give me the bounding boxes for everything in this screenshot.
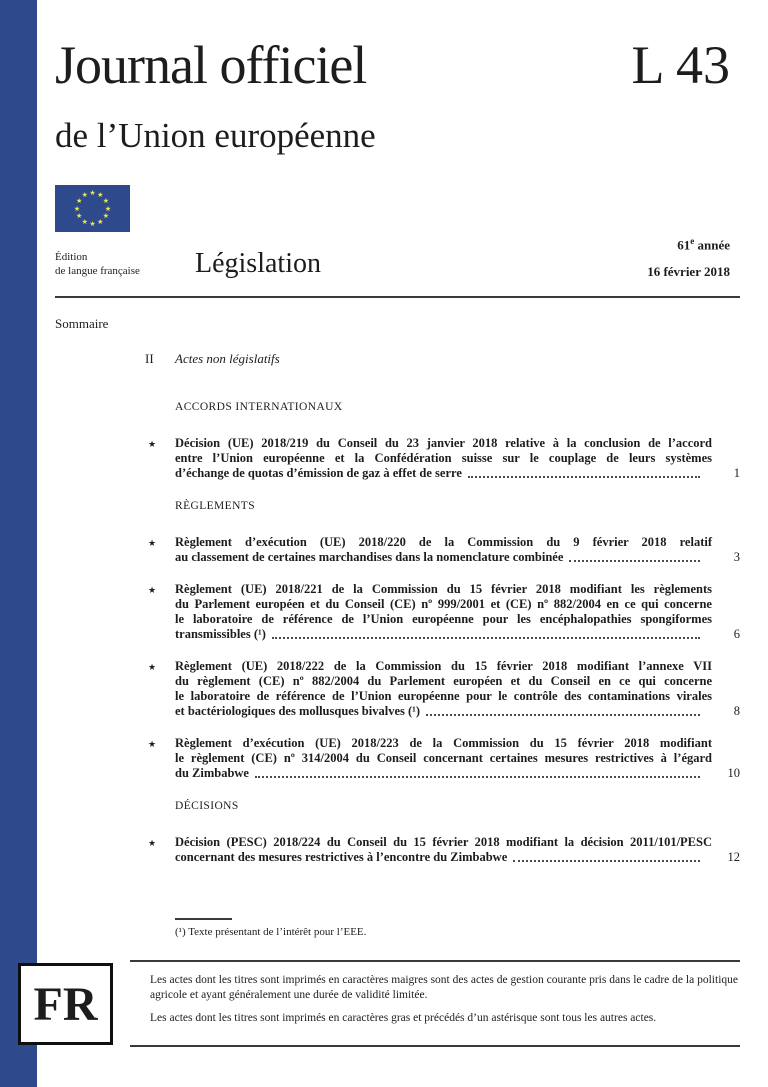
- flag-star-icon: ★: [73, 204, 81, 213]
- footer-rule-top: [130, 960, 740, 962]
- dotted-leader: [468, 476, 700, 478]
- entry-last-text: et bactériologiques des mollusques bivalves (¹): [175, 704, 421, 718]
- entry-line: Règlement (UE) 2018/221 de la Commission du 15 février 2018 modifiant les règlements: [175, 582, 712, 596]
- journal-subtitle: de l’Union européenne: [55, 116, 376, 155]
- toc-section-heading: RÈGLEMENTS: [175, 500, 256, 512]
- edition-label: [55, 250, 140, 278]
- entry-last-line: [175, 466, 740, 481]
- part-numeral: II: [145, 351, 154, 366]
- part-line: [145, 351, 280, 367]
- part-title: Actes non législatifs: [175, 351, 280, 366]
- toc-section: [148, 798, 740, 865]
- toc-section: [148, 399, 740, 481]
- footnote-text: Texte présentant de l’intérêt pour l’EEE.: [188, 926, 367, 938]
- edition-line2: de langue française: [55, 265, 140, 277]
- flag-star-icon: ★: [102, 196, 110, 205]
- entry-line: entre l’Union européenne et la Confédération suisse sur le couplage de leurs systèmes: [175, 451, 712, 465]
- entry-last-text: d’échange de quotas d’émission de gaz à effet de serre: [175, 466, 462, 480]
- flag-star-icon: ★: [75, 212, 83, 221]
- footer-rule-bottom: [130, 1045, 740, 1047]
- footer-note: Les actes dont les titres sont imprimés en caractères maigres sont des actes de gestion courante pris dans le cadre de la politique agricole et ayant généralement une durée de validité limitée.: [150, 974, 738, 1001]
- issue-number: L 43: [631, 35, 730, 95]
- toc-entry: [148, 736, 740, 781]
- entry-page-number: 1: [733, 466, 740, 480]
- toc-entry-list: [148, 535, 740, 781]
- entry-last-text: du Zimbabwe: [175, 766, 249, 780]
- flag-star-icon: ★: [89, 220, 96, 228]
- flag-star-icon: ★: [97, 217, 104, 226]
- entry-line: le laboratoire de référence de l’Union européenne pour les encéphalopathies spongiformes: [175, 612, 712, 626]
- entry-star-icon: ★: [148, 838, 157, 848]
- entry-line: du règlement (CE) nº 882/2004 du Parlement européen et du Conseil en ce qui concerne: [175, 674, 712, 688]
- entry-page-number: 6: [733, 627, 740, 641]
- dotted-leader: [272, 637, 700, 639]
- issue-date: 16 février 2018: [647, 264, 730, 279]
- footer-notes: [150, 973, 738, 1026]
- edition-line1: Édition: [55, 251, 88, 263]
- eu-flag-icon: [55, 185, 130, 232]
- entry-body: [175, 659, 740, 719]
- entry-body: [175, 736, 740, 781]
- flag-star-icon: ★: [75, 196, 83, 205]
- entry-page-number: 10: [727, 766, 740, 780]
- year-number: 61: [677, 237, 691, 253]
- sommaire-label: Sommaire: [55, 316, 109, 331]
- toc-entry-list: [148, 436, 740, 481]
- year-word: année: [694, 237, 730, 253]
- entry-star-icon: ★: [148, 585, 157, 595]
- entry-last-text: au classement de certaines marchandises dans la nomenclature combinée: [175, 550, 564, 564]
- language-code-box: FR: [18, 963, 113, 1045]
- entry-line: Décision (UE) 2018/219 du Conseil du 23 janvier 2018 relative à la conclusion de l’accord: [175, 436, 712, 450]
- footnote-text-line: [175, 925, 366, 939]
- entry-body: [175, 436, 740, 481]
- entry-line: Règlement d’exécution (UE) 2018/223 de la Commission du 15 février 2018 modifiant: [175, 736, 712, 750]
- entry-body: [175, 582, 740, 642]
- footer-note: Les actes dont les titres sont imprimés en caractères gras et précédés d’un astérisque sont tous les autres actes.: [150, 1012, 657, 1024]
- flag-star-icon: ★: [97, 191, 104, 200]
- year-superscript: e: [690, 236, 695, 246]
- header-rule: [55, 296, 740, 298]
- dotted-leader: [513, 860, 700, 862]
- toc-section-heading: DÉCISIONS: [175, 800, 239, 812]
- footnote-rule: [175, 918, 232, 920]
- dotted-leader: [255, 776, 700, 778]
- entry-star-icon: ★: [148, 538, 157, 548]
- entry-line: le règlement (CE) nº 314/2004 du Conseil concernant certaines mesures restrictives à l’égard: [175, 751, 712, 765]
- entry-last-line: [175, 550, 740, 565]
- entry-line: le laboratoire de référence de l’Union européenne pour le contrôle des contaminations virales: [175, 689, 712, 703]
- flag-star-icon: ★: [81, 191, 88, 200]
- page-footer: [0, 960, 768, 1060]
- entry-last-line: [175, 704, 740, 719]
- toc-section: [148, 498, 740, 781]
- entry-last-line: [175, 850, 740, 865]
- entry-line: Décision (PESC) 2018/224 du Conseil du 15 février 2018 modifiant la décision 2011/101/PESC: [175, 835, 712, 849]
- footnote-marker: (¹): [175, 926, 186, 938]
- entry-page-number: 12: [727, 850, 740, 864]
- toc-entry: [148, 835, 740, 865]
- dotted-leader: [569, 560, 700, 562]
- flag-star-icon: ★: [104, 204, 112, 213]
- entry-page-number: 8: [733, 704, 740, 718]
- toc-entry-list: [148, 835, 740, 865]
- entry-line: Règlement (UE) 2018/222 de la Commission du 15 février 2018 modifiant l’annexe VII: [175, 659, 712, 673]
- entry-last-text: concernant des mesures restrictives à l’encontre du Zimbabwe: [175, 850, 508, 864]
- toc-entry: [148, 535, 740, 565]
- flag-star-icon: ★: [81, 217, 88, 226]
- entry-page-number: 3: [733, 550, 740, 564]
- year-label: [677, 236, 730, 253]
- toc-section-heading: ACCORDS INTERNATIONAUX: [175, 401, 343, 413]
- entry-star-icon: ★: [148, 439, 157, 449]
- entry-last-text: transmissibles (¹): [175, 627, 266, 641]
- entry-line: Règlement d’exécution (UE) 2018/220 de la Commission du 9 février 2018 relatif: [175, 535, 712, 549]
- entry-last-line: [175, 627, 740, 642]
- entry-body: [175, 535, 740, 565]
- toc-entry: [148, 436, 740, 481]
- entry-line: du Parlement européen et du Conseil (CE) nº 999/2001 et (CE) nº 882/2004 en ce qui concerne: [175, 597, 712, 611]
- dotted-leader: [426, 714, 700, 716]
- entry-last-line: [175, 766, 740, 781]
- flag-star-icon: ★: [89, 189, 96, 197]
- left-blue-band: [0, 0, 37, 1087]
- toc-entry: [148, 582, 740, 642]
- toc-entry: [148, 659, 740, 719]
- flag-star-icon: ★: [102, 212, 110, 221]
- entry-star-icon: ★: [148, 662, 157, 672]
- entry-body: [175, 835, 740, 865]
- entry-star-icon: ★: [148, 739, 157, 749]
- journal-title: Journal officiel: [55, 35, 367, 95]
- footnote: [175, 918, 366, 939]
- toc-sections: [148, 399, 740, 882]
- legislation-label: Législation: [195, 248, 321, 279]
